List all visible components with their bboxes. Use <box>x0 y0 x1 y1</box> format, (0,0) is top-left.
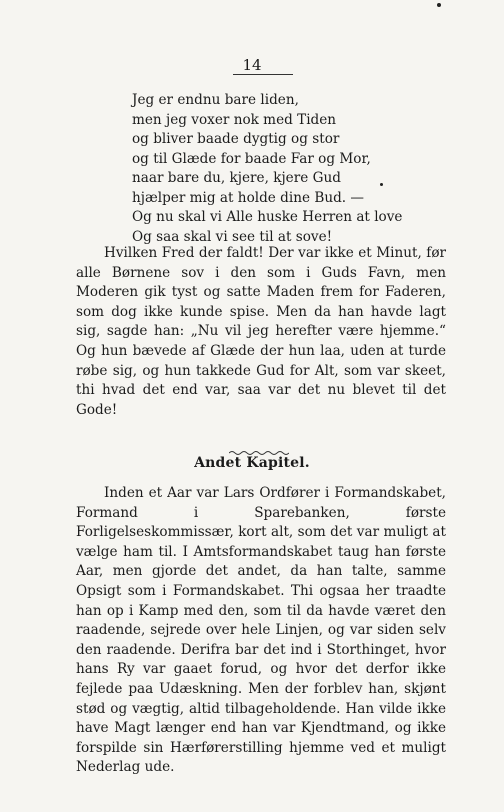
ink-speck <box>437 3 441 7</box>
paragraph: Hvilken Fred der faldt! Der var ikke et Minut, før alle Børnene sov i den som i Guds Favn, men Moderen gik tyst og satte Maden frem for Faderen, som dog ikke kunde spise. Men da han havde lagt sig, sagde han: „Nu vil jeg herefter være hjemme.“ Og hun bævede af Glæde der hun laa, uden at turde røbe sig, og hun takkede Gud for Alt, som var skeet, thi hvad det end var, saa var det nu blevet til det Gode! <box>76 245 446 418</box>
verse-block <box>132 91 462 247</box>
verse-line: Jeg er endnu bare liden, <box>132 92 299 108</box>
verse-line: og til Glæde for baade Far og Mor, <box>132 150 371 167</box>
paragraph: Inden et Aar var Lars Ordfører i Formandskabet, Formand i Sparebanken, første Forligelseskommissær, kort alt, som det var muligt at vælge ham til. I Amtsformandskabet taug han første Aar, men gjorde det andet, da han talte, samme Opsigt som i Formandskabet. Thi ogsaa her traadte han op i Kamp med den, som til da havde været den raadende, sejrede over hele Linjen, og var siden selv den raadende. Derifra bar det ind i Storthinget, hvor hans Ry var gaaet forud, og hvor det derfor ikke fejlede paa Udæskning. Men der forblev han, skjønt stød og vægtig, altid tilbageholdende. Han vilde ikke have Magt længer end han var Kjendtmand, og ikke forspilde sin Hærførerstilling hjemme ved et muligt Nederlag ude. <box>76 485 446 776</box>
page-number-rule <box>233 74 293 75</box>
verse-line: Og nu skal vi Alle huske Herren at love <box>132 209 403 225</box>
ink-speck <box>380 183 383 186</box>
verse-line: Og saa skal vi see til at sove! <box>132 228 333 245</box>
verse-line: naar bare du, kjere, kjere Gud <box>132 170 341 186</box>
page-number: 14 <box>242 56 262 74</box>
verse-line: hjælper mig at holde dine Bud. — <box>132 189 365 206</box>
verse-line: men jeg voxer nok med Tiden <box>132 111 337 128</box>
verse-line: og bliver baade dygtig og stor <box>132 131 340 147</box>
chapter-heading: Andet Kapitel. <box>194 455 310 471</box>
